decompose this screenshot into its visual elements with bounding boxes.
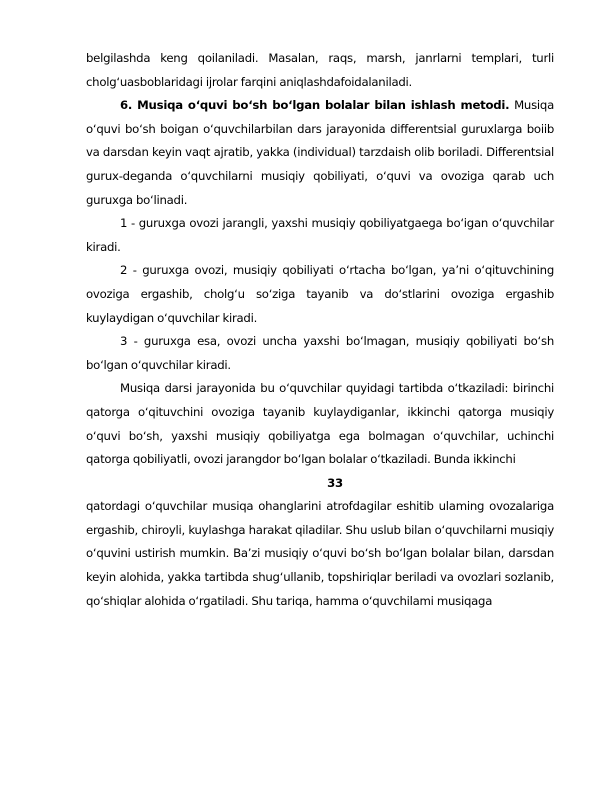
paragraph-continuation: belgilashda keng qoilaniladi. Masalan, raqs, marsh, janrlarni templari, turli cholg‘uasboblaridagi ijrolar farqini aniqlashdafoidalaniladi. <box>86 51 554 89</box>
paragraph-group-2: 2 - guruxga ovozi, musiqiy qobiliyati o‘rtacha bo‘lgan, ya’ni o‘qituvchining ovoziga ergashib, cholg‘u so‘ziga tayanib va do‘stlarini ovoziga ergashib kuylaydigan o‘quvchilar kiradi. <box>86 263 554 325</box>
body-text <box>86 47 554 613</box>
section-heading: 6. Musiqa o‘quvi bo‘sh bo‘lgan bolalar bilan ishlash metodi. <box>120 98 510 113</box>
page-number: 33 <box>327 475 343 490</box>
paragraph-seating-order: Musiqa darsi jarayonida bu o‘quvchilar quyidagi tartibda o‘tkaziladi: birinchi qatorga o‘qituvchini ovoziga tayanib kuylaydiganlar, ikkinchi qatorga musiqiy o‘quvi bo‘sh, yaxshi musiqiy qobiliyatga ega bolmagan o‘quvchilar, uchinchi qatorga qobiliyatli, ovozi jarangdor bo‘lgan bolalar o‘tkaziladi. Bunda ikkinchi <box>86 381 554 467</box>
paragraph-method-6 <box>86 94 554 212</box>
section-body: Musiqa o‘quvi bo‘sh boigan o‘quvchilarbilan dars jarayonida differentsial guruxlarga boiib va darsdan keyin vaqt ajratib, yakka (individual) tarzdaish olib boriladi. Differentsial gurux-deganda o‘quvchilarni musiqiy qobiliyati, o‘quvi va ovoziga qarab uch guruxga bo‘linadi. <box>86 98 554 207</box>
paragraph-next-page: qatordagi o‘quvchilar musiqa ohanglarini atrofdagilar eshitib ulaming ovozalariga ergashib, chiroyli, kuylashga harakat qiladilar. Shu uslub bilan o‘quvchilarni musiqiy o‘quvini ustirish mumkin. Ba’zi musiqiy o‘quvi bo‘sh bo‘lgan bolalar bilan, darsdan keyin alohida, yakka tartibda shug‘ullanib, topshiriqlar beriladi va ovozlari sozlanib, qo‘shiqlar alohida o‘rgatiladi. Shu tariqa, hamma o‘quvchilami musiqaga <box>86 499 554 608</box>
paragraph-group-3: 3 - guruxga esa, ovozi uncha yaxshi bo‘lmagan, musiqiy qobiliyati bo‘sh bo‘lgan o‘quvchilar kiradi. <box>86 334 554 372</box>
paragraph-group-1: 1 - guruxga ovozi jarangli, yaxshi musiqiy qobiliyatgaega bo‘igan o‘quvchilar kiradi. <box>86 216 554 254</box>
